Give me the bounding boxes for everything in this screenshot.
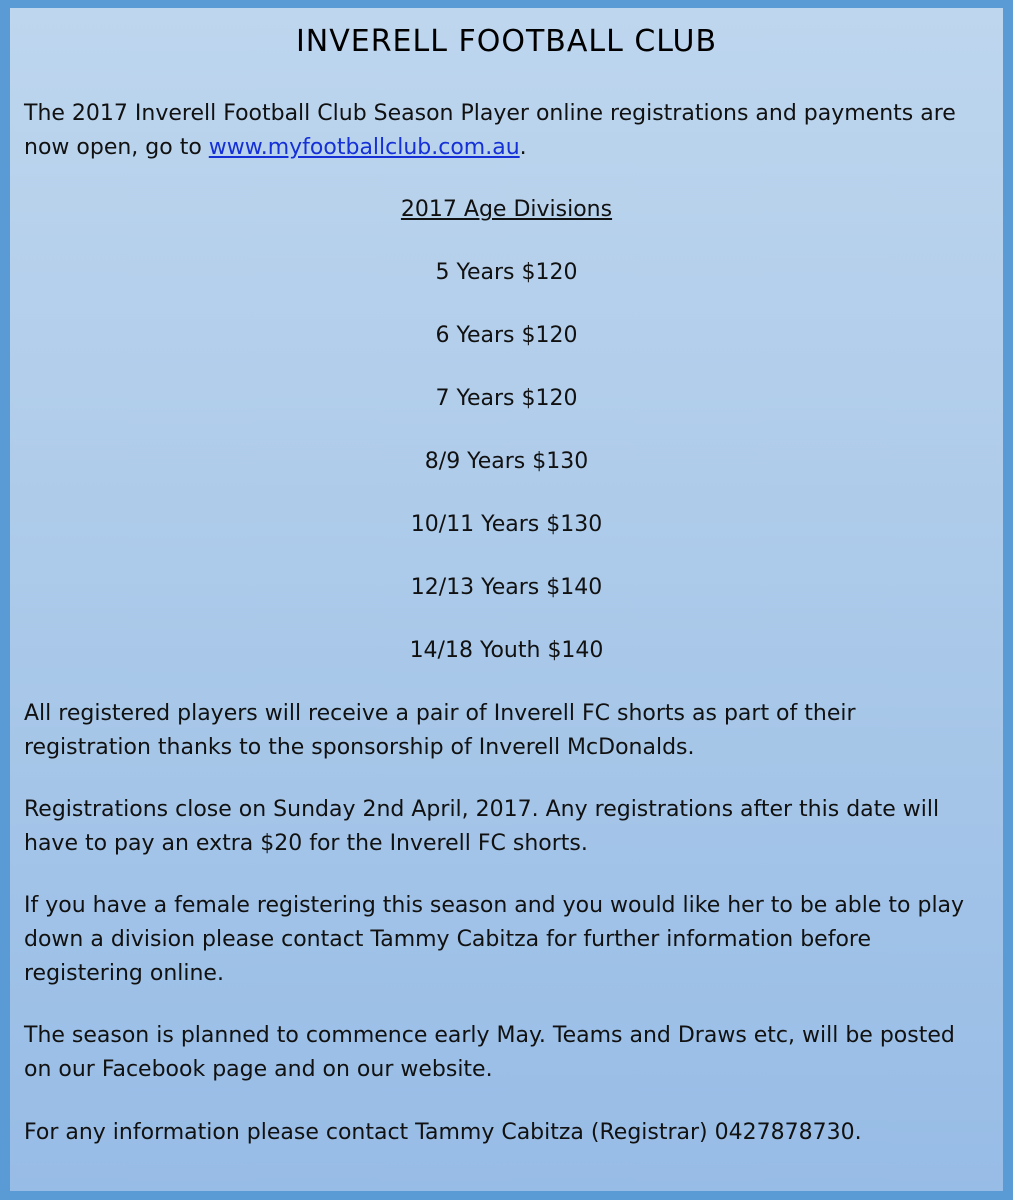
- division-item: 6 Years $120: [435, 323, 578, 348]
- registration-close-paragraph: Registrations close on Sunday 2nd April, 2017. Any registrations after this date will have to pay an extra $20 for the Inverell FC shorts.: [24, 797, 940, 856]
- contact-paragraph: For any information please contact Tammy Cabitza (Registrar) 0427878730.: [24, 1120, 862, 1145]
- division-item: 5 Years $120: [435, 260, 578, 285]
- division-item: 12/13 Years $140: [410, 575, 603, 600]
- intro-text: The 2017 Inverell Football Club Season Player online registrations and payments are now open, go to: [24, 101, 956, 160]
- season-start-paragraph: The season is planned to commence early May. Teams and Draws etc, will be posted on our Facebook page and on our website.: [24, 1023, 955, 1082]
- shorts-paragraph: All registered players will receive a pair of Inverell FC shorts as part of their registration thanks to the sponsorship of Inverell McDonalds.: [24, 701, 856, 760]
- notice-panel: [10, 8, 1003, 1191]
- divisions-list: [24, 256, 989, 668]
- intro-paragraph: [24, 97, 989, 165]
- divisions-heading: 2017 Age Divisions: [400, 197, 613, 222]
- division-item: 10/11 Years $130: [410, 512, 603, 537]
- division-item: 8/9 Years $130: [424, 449, 589, 474]
- division-item: 7 Years $120: [435, 386, 578, 411]
- division-item: 14/18 Youth $140: [409, 638, 604, 663]
- intro-text-end: .: [519, 135, 527, 160]
- page-title: INVERELL FOOTBALL CLUB: [295, 24, 718, 59]
- registration-link[interactable]: www.myfootballclub.com.au: [208, 135, 520, 160]
- female-players-paragraph: If you have a female registering this season and you would like her to be able to play down a division please contact Tammy Cabitza for further information before registering online.: [24, 893, 965, 986]
